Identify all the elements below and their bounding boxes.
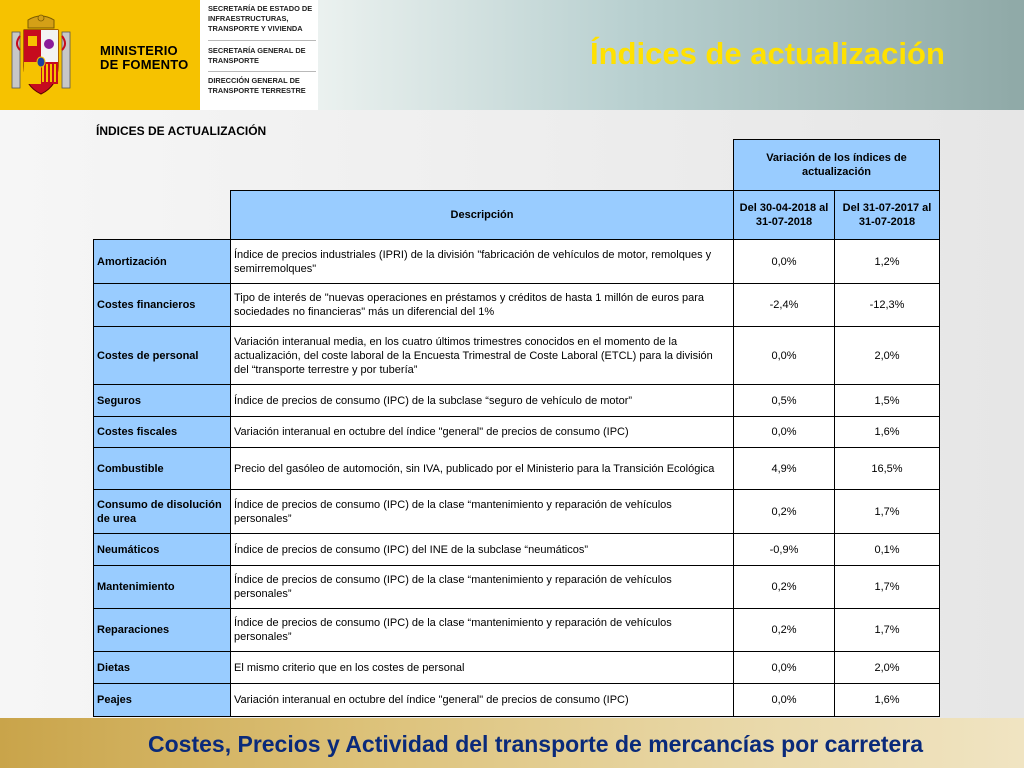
concept-cell: Mantenimiento — [93, 565, 231, 609]
description-cell: Precio del gasóleo de automoción, sin IVA, publicado por el Ministerio para la Transición Ecológica — [230, 447, 734, 490]
ministry-name-line1: MINISTERIO — [100, 43, 178, 58]
description-cell: Índice de precios de consumo (IPC) de la clase “mantenimiento y reparación de vehículos personales” — [230, 565, 734, 609]
description-cell: Índice de precios de consumo (IPC) de la clase “mantenimiento y reparación de vehículos personales” — [230, 489, 734, 534]
concept-cell: Reparaciones — [93, 608, 231, 652]
description-cell: Índice de precios industriales (IPRI) de la división "fabricación de vehículos de motor, remolques y semirremolques" — [230, 239, 734, 284]
period-2-value: 1,2% — [834, 239, 940, 284]
period-1-value: -2,4% — [733, 283, 835, 327]
concept-cell: Neumáticos — [93, 533, 231, 566]
description-cell: El mismo criterio que en los costes de personal — [230, 651, 734, 684]
description-cell: Índice de precios de consumo (IPC) de la clase “mantenimiento y reparación de vehículos personales” — [230, 608, 734, 652]
period-2-value: 1,7% — [834, 608, 940, 652]
footer-text: Costes, Precios y Actividad del transporte de mercancías por carretera — [148, 731, 924, 757]
department-direccion-general: DIRECCIÓN GENERAL DE TRANSPORTE TERRESTRE — [208, 76, 306, 95]
period-1-value: 0,2% — [733, 608, 835, 652]
period-2-header: Del 31-07-2017 al 31-07-2018 — [834, 190, 940, 240]
period-1-value: 0,0% — [733, 416, 835, 448]
period-1-value: 0,5% — [733, 384, 835, 417]
period-1-value: 0,2% — [733, 565, 835, 609]
period-2-value: 0,1% — [834, 533, 940, 566]
description-cell: Variación interanual en octubre del índice "general" de precios de consumo (IPC) — [230, 683, 734, 717]
description-cell: Variación interanual en octubre del índice "general" de precios de consumo (IPC) — [230, 416, 734, 448]
period-2-value: 1,5% — [834, 384, 940, 417]
period-2-value: 1,7% — [834, 565, 940, 609]
description-cell: Tipo de interés de "nuevas operaciones en préstamos y créditos de hasta 1 millón de euros para sociedades no financieras" más un diferencial del 1% — [230, 283, 734, 327]
description-header: Descripción — [230, 190, 734, 240]
period-1-value: 0,0% — [733, 326, 835, 385]
concept-cell: Costes fiscales — [93, 416, 231, 448]
department-secretaria-general: SECRETARÍA GENERAL DE TRANSPORTE — [208, 46, 306, 65]
description-cell: Índice de precios de consumo (IPC) de la subclase “seguro de vehículo de motor” — [230, 384, 734, 417]
ministry-logo-block — [0, 0, 200, 110]
period-1-value: -0,9% — [733, 533, 835, 566]
concept-cell: Costes financieros — [93, 283, 231, 327]
departments-block — [200, 0, 318, 110]
concept-cell: Seguros — [93, 384, 231, 417]
period-1-header: Del 30-04-2018 al 31-07-2018 — [733, 190, 835, 240]
department-secretaria-estado: SECRETARÍA DE ESTADO DE INFRAESTRUCTURAS, TRANSPORTE Y VIVIENDA — [208, 4, 313, 33]
concept-cell: Consumo de disolución de urea — [93, 489, 231, 534]
coat-of-arms-icon — [10, 14, 72, 98]
concept-cell: Peajes — [93, 683, 231, 717]
concept-cell: Costes de personal — [93, 326, 231, 385]
page-title: Índices de actualización — [590, 36, 945, 71]
period-2-value: -12,3% — [834, 283, 940, 327]
description-cell: Variación interanual media, en los cuatro últimos trimestres conocidos en el momento de la actualización, del coste laboral de la Encuesta Trimestral de Coste Laboral (ETCL) para la división del “transporte terrestre y por tubería” — [230, 326, 734, 385]
concept-cell: Combustible — [93, 447, 231, 490]
group-header: Variación de los índices de actualización — [733, 139, 940, 191]
period-2-value: 2,0% — [834, 651, 940, 684]
department-divider — [208, 40, 316, 41]
ministry-name-line2: DE FOMENTO — [100, 57, 189, 72]
period-1-value: 4,9% — [733, 447, 835, 490]
period-2-value: 1,6% — [834, 416, 940, 448]
period-1-value: 0,0% — [733, 239, 835, 284]
period-2-value: 2,0% — [834, 326, 940, 385]
table-title: ÍNDICES DE ACTUALIZACIÓN — [96, 124, 267, 138]
period-2-value: 1,7% — [834, 489, 940, 534]
description-cell: Índice de precios de consumo (IPC) del INE de la subclase “neumáticos” — [230, 533, 734, 566]
period-1-value: 0,2% — [733, 489, 835, 534]
period-2-value: 1,6% — [834, 683, 940, 717]
period-1-value: 0,0% — [733, 683, 835, 717]
ministry-name — [100, 44, 188, 72]
period-1-value: 0,0% — [733, 651, 835, 684]
concept-cell: Dietas — [93, 651, 231, 684]
department-divider — [208, 71, 316, 72]
period-2-value: 16,5% — [834, 447, 940, 490]
concept-cell: Amortización — [93, 239, 231, 284]
